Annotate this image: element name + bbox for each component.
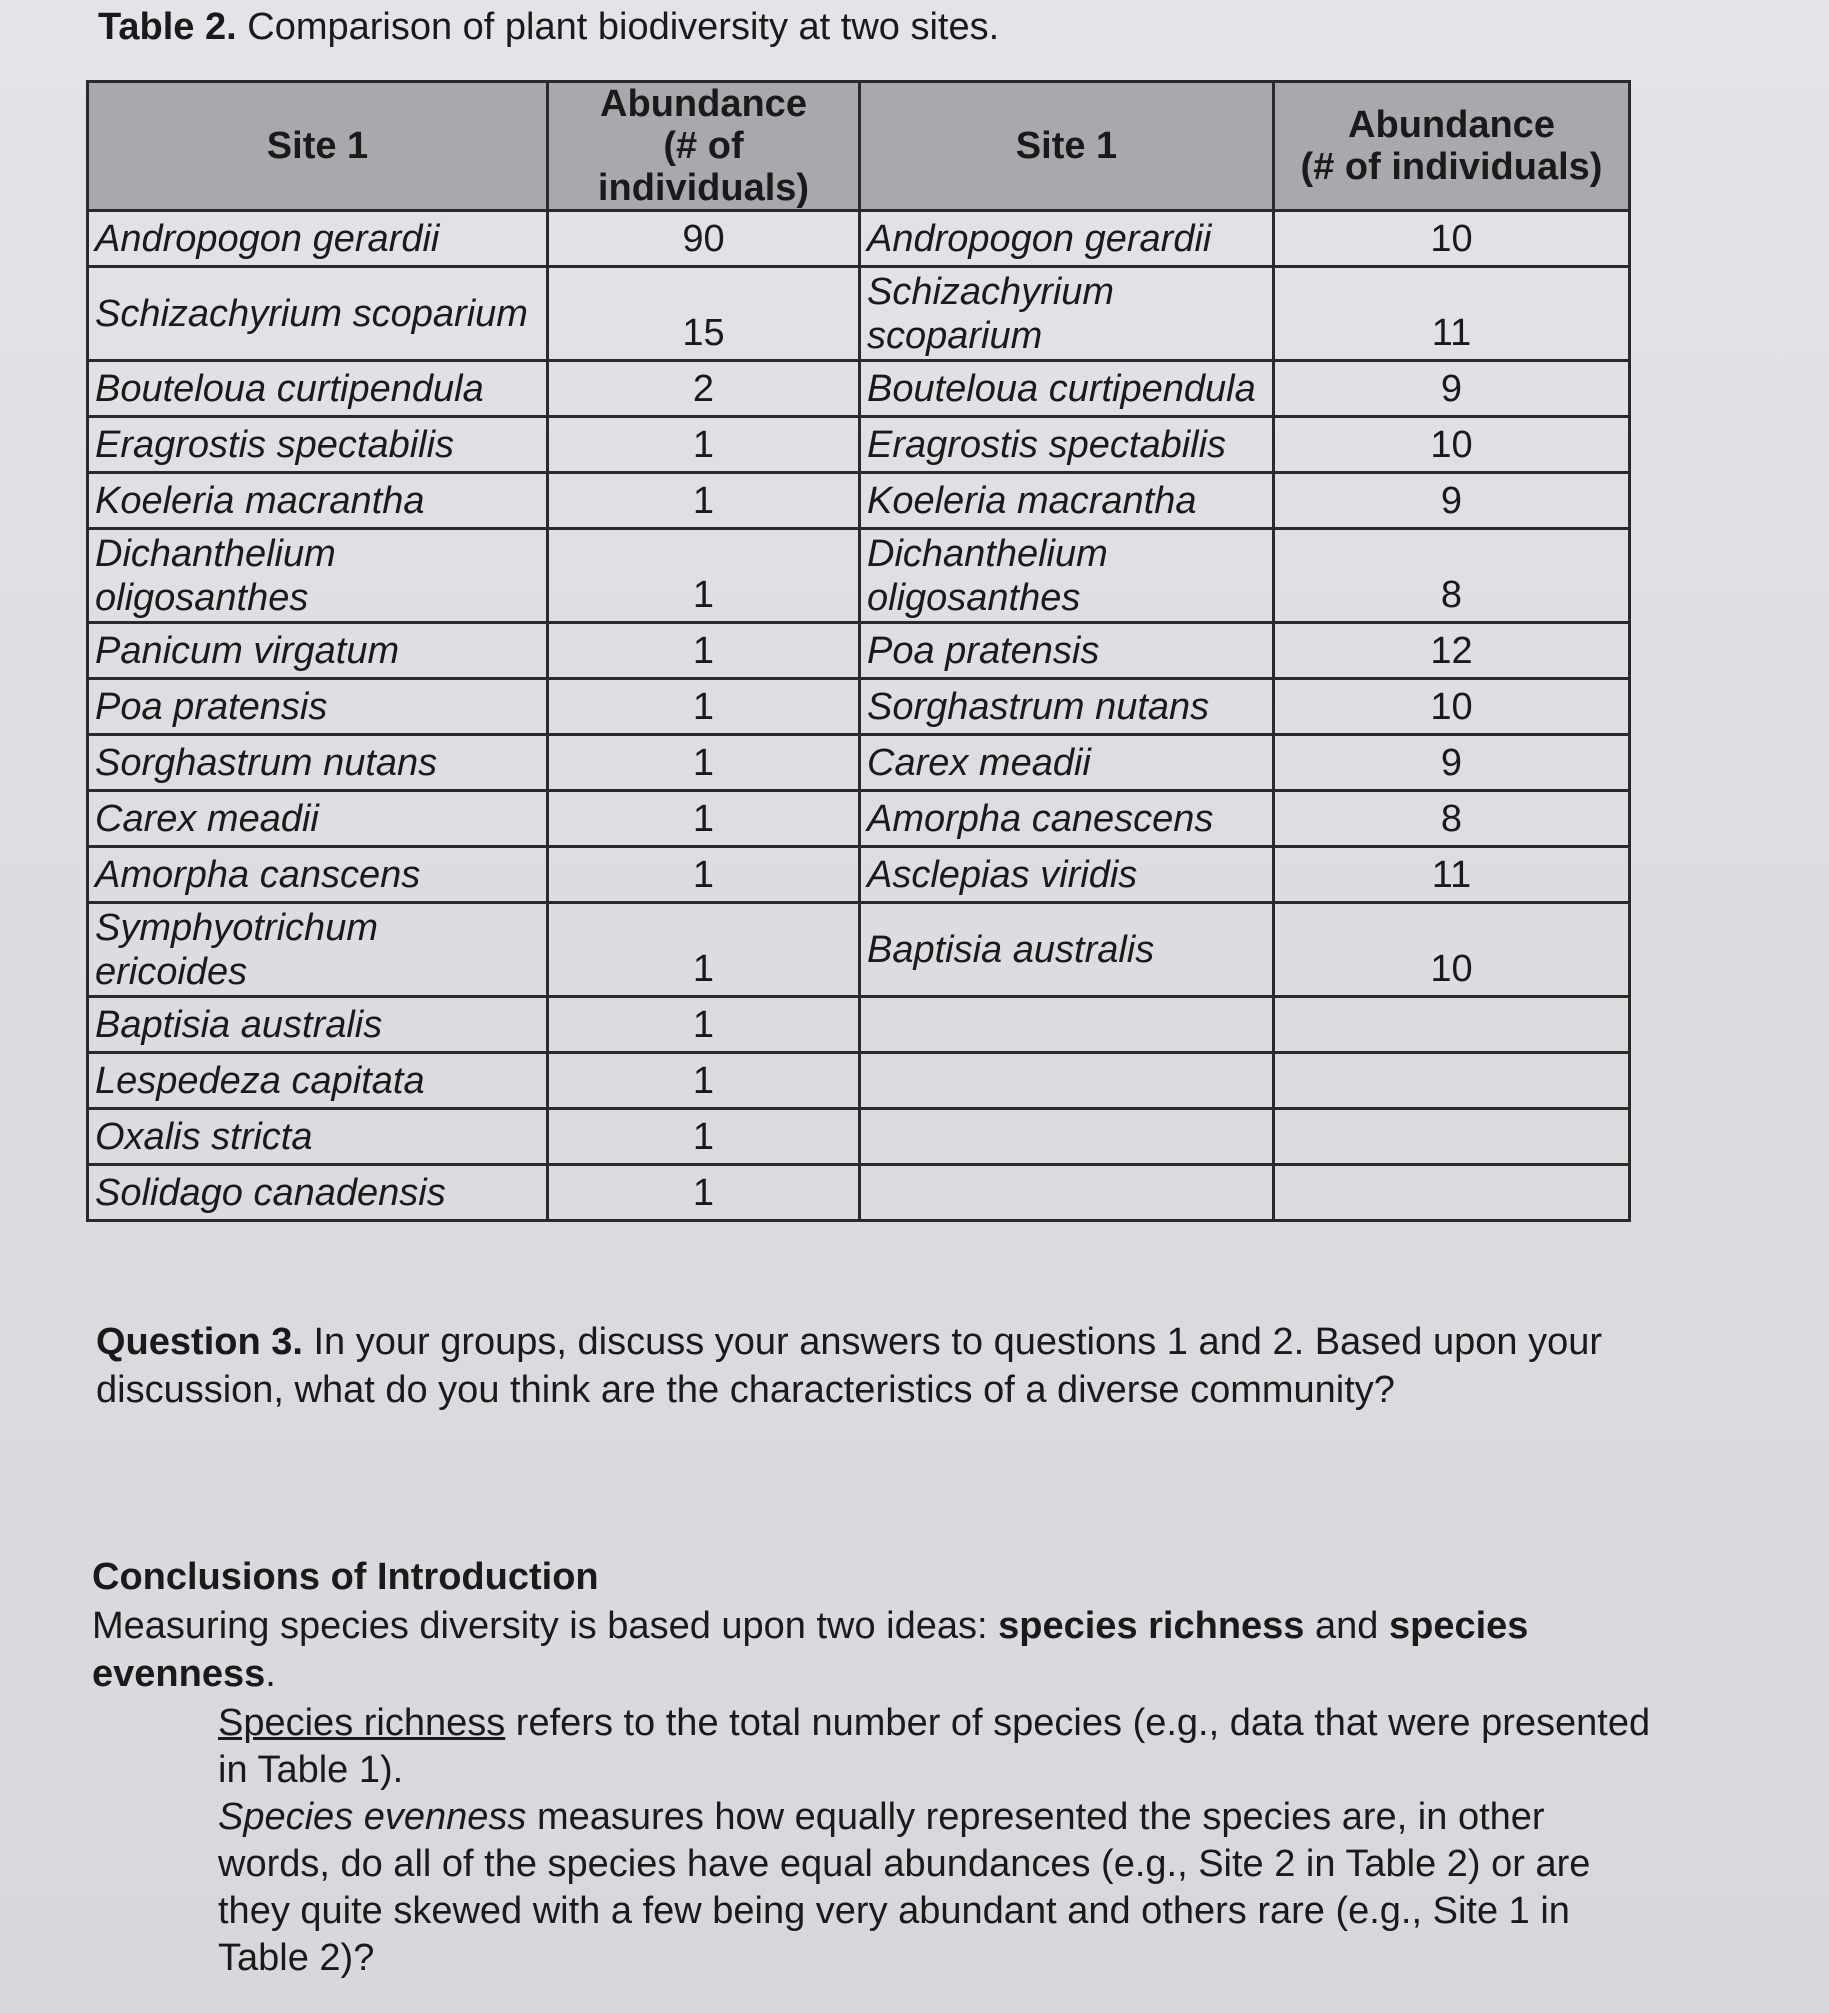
- table-row: [88, 997, 1630, 1053]
- site2-species: Carex meadii: [860, 735, 1274, 791]
- site2-abundance: 11: [1274, 267, 1630, 361]
- site2-abundance: 11: [1274, 847, 1630, 903]
- site1-species: Bouteloua curtipendula: [88, 361, 548, 417]
- site1-species: Panicum virgatum: [88, 623, 548, 679]
- site1-species: Poa pratensis: [88, 679, 548, 735]
- question-3-label: Question 3.: [96, 1321, 303, 1363]
- site1-abundance: 1: [548, 791, 860, 847]
- site1-species: Symphyotrichum ericoides: [88, 903, 548, 997]
- table-row: [88, 361, 1630, 417]
- conclusions-heading: Conclusions of Introduction: [92, 1556, 599, 1598]
- site2-species: Bouteloua curtipendula: [860, 361, 1274, 417]
- evenness-term: Species evenness: [218, 1796, 527, 1838]
- definition-richness: [218, 1700, 1658, 1794]
- site2-abundance: [1274, 997, 1630, 1053]
- site2-abundance: [1274, 1165, 1630, 1221]
- site2-species: Andropogon gerardii: [860, 211, 1274, 267]
- site1-abundance: 1: [548, 735, 860, 791]
- header-abundance-b: Abundance (# of individuals): [1274, 82, 1630, 211]
- site2-species: Schizachyrium scoparium: [860, 267, 1274, 361]
- site2-abundance: 10: [1274, 679, 1630, 735]
- site1-abundance: 1: [548, 903, 860, 997]
- header-site-a: Site 1: [88, 82, 548, 211]
- table-row: [88, 473, 1630, 529]
- site1-species: Carex meadii: [88, 791, 548, 847]
- site1-species: Lespedeza capitata: [88, 1053, 548, 1109]
- conclusions-definitions: [218, 1700, 1658, 1982]
- site2-abundance: [1274, 1109, 1630, 1165]
- site2-species: Koeleria macrantha: [860, 473, 1274, 529]
- site2-species: Asclepias viridis: [860, 847, 1274, 903]
- site2-species: [860, 1109, 1274, 1165]
- site2-species: Dichanthelium oligosanthes: [860, 529, 1274, 623]
- table-row: [88, 529, 1630, 623]
- table-row: [88, 1053, 1630, 1109]
- site2-abundance: 10: [1274, 417, 1630, 473]
- site1-abundance: 1: [548, 679, 860, 735]
- site1-species: Andropogon gerardii: [88, 211, 548, 267]
- site2-species: [860, 1165, 1274, 1221]
- table-row: [88, 1109, 1630, 1165]
- site1-species: Schizachyrium scoparium: [88, 267, 548, 361]
- site2-species: Amorpha canescens: [860, 791, 1274, 847]
- site2-species: Poa pratensis: [860, 623, 1274, 679]
- site1-abundance: 1: [548, 1053, 860, 1109]
- table-row: [88, 903, 1630, 997]
- site2-abundance: [1274, 1053, 1630, 1109]
- site2-abundance: 9: [1274, 473, 1630, 529]
- site2-species: [860, 1053, 1274, 1109]
- table-row: [88, 211, 1630, 267]
- site1-species: Amorpha canscens: [88, 847, 548, 903]
- site1-species: Oxalis stricta: [88, 1109, 548, 1165]
- site1-abundance: 1: [548, 1165, 860, 1221]
- site1-abundance: 1: [548, 417, 860, 473]
- site2-abundance: 9: [1274, 361, 1630, 417]
- site1-abundance: 1: [548, 473, 860, 529]
- term-species-richness: species richness: [998, 1605, 1305, 1647]
- site2-abundance: 10: [1274, 903, 1630, 997]
- table-caption-text: Comparison of plant biodiversity at two sites.: [247, 6, 1000, 48]
- site1-species: Eragrostis spectabilis: [88, 417, 548, 473]
- site2-abundance: 10: [1274, 211, 1630, 267]
- site1-abundance: 15: [548, 267, 860, 361]
- site1-species: Solidago canadensis: [88, 1165, 548, 1221]
- table-row: [88, 417, 1630, 473]
- conclusions-intro: Measuring species diversity is based upon two ideas: species richness and species evenness.: [92, 1605, 1529, 1695]
- richness-term: Species richness: [218, 1702, 506, 1744]
- table-row: [88, 267, 1630, 361]
- question-3: [96, 1318, 1656, 1414]
- term-species-evenness: species evenness: [92, 1605, 1529, 1695]
- table-row: [88, 735, 1630, 791]
- header-abundance-a: Abundance (# of individuals): [548, 82, 860, 211]
- table-row: [88, 847, 1630, 903]
- site1-species: Baptisia australis: [88, 997, 548, 1053]
- table-row: [88, 1165, 1630, 1221]
- site2-species: Baptisia australis: [860, 903, 1274, 997]
- table-body: [88, 211, 1630, 1221]
- site2-abundance: 8: [1274, 791, 1630, 847]
- definition-evenness: [218, 1794, 1658, 1982]
- evenness-text: measures how equally represented the species are, in other words, do all of the species have equal abundances (e.g., Site 2 in Table 2) or are they quite skewed with a few being very abundant and others rare (e.g., Site 1 in Table 2)?: [218, 1796, 1591, 1979]
- table-row: [88, 791, 1630, 847]
- site1-abundance: 2: [548, 361, 860, 417]
- site1-species: Dichanthelium oligosanthes: [88, 529, 548, 623]
- site1-abundance: 1: [548, 623, 860, 679]
- site2-species: [860, 997, 1274, 1053]
- site2-abundance: 8: [1274, 529, 1630, 623]
- site2-species: Sorghastrum nutans: [860, 679, 1274, 735]
- biodiversity-table: [86, 80, 1631, 1222]
- site2-abundance: 9: [1274, 735, 1630, 791]
- header-site-b: Site 1: [860, 82, 1274, 211]
- table-row: [88, 679, 1630, 735]
- site2-species: Eragrostis spectabilis: [860, 417, 1274, 473]
- site1-abundance: 1: [548, 997, 860, 1053]
- site1-species: Sorghastrum nutans: [88, 735, 548, 791]
- site2-abundance: 12: [1274, 623, 1630, 679]
- site1-species: Koeleria macrantha: [88, 473, 548, 529]
- site1-abundance: 1: [548, 1109, 860, 1165]
- site1-abundance: 1: [548, 847, 860, 903]
- question-3-text: In your groups, discuss your answers to questions 1 and 2. Based upon your discussion, what do you think are the characteristics of a diverse community?: [96, 1321, 1603, 1411]
- site1-abundance: 1: [548, 529, 860, 623]
- table-row: [88, 623, 1630, 679]
- table-caption-label: Table 2.: [98, 6, 237, 48]
- richness-text: refers to the total number of species (e.g., data that were presented in Table 1).: [218, 1702, 1651, 1791]
- site1-abundance: 90: [548, 211, 860, 267]
- table-caption: [98, 4, 999, 50]
- table-header-row: [88, 82, 1630, 211]
